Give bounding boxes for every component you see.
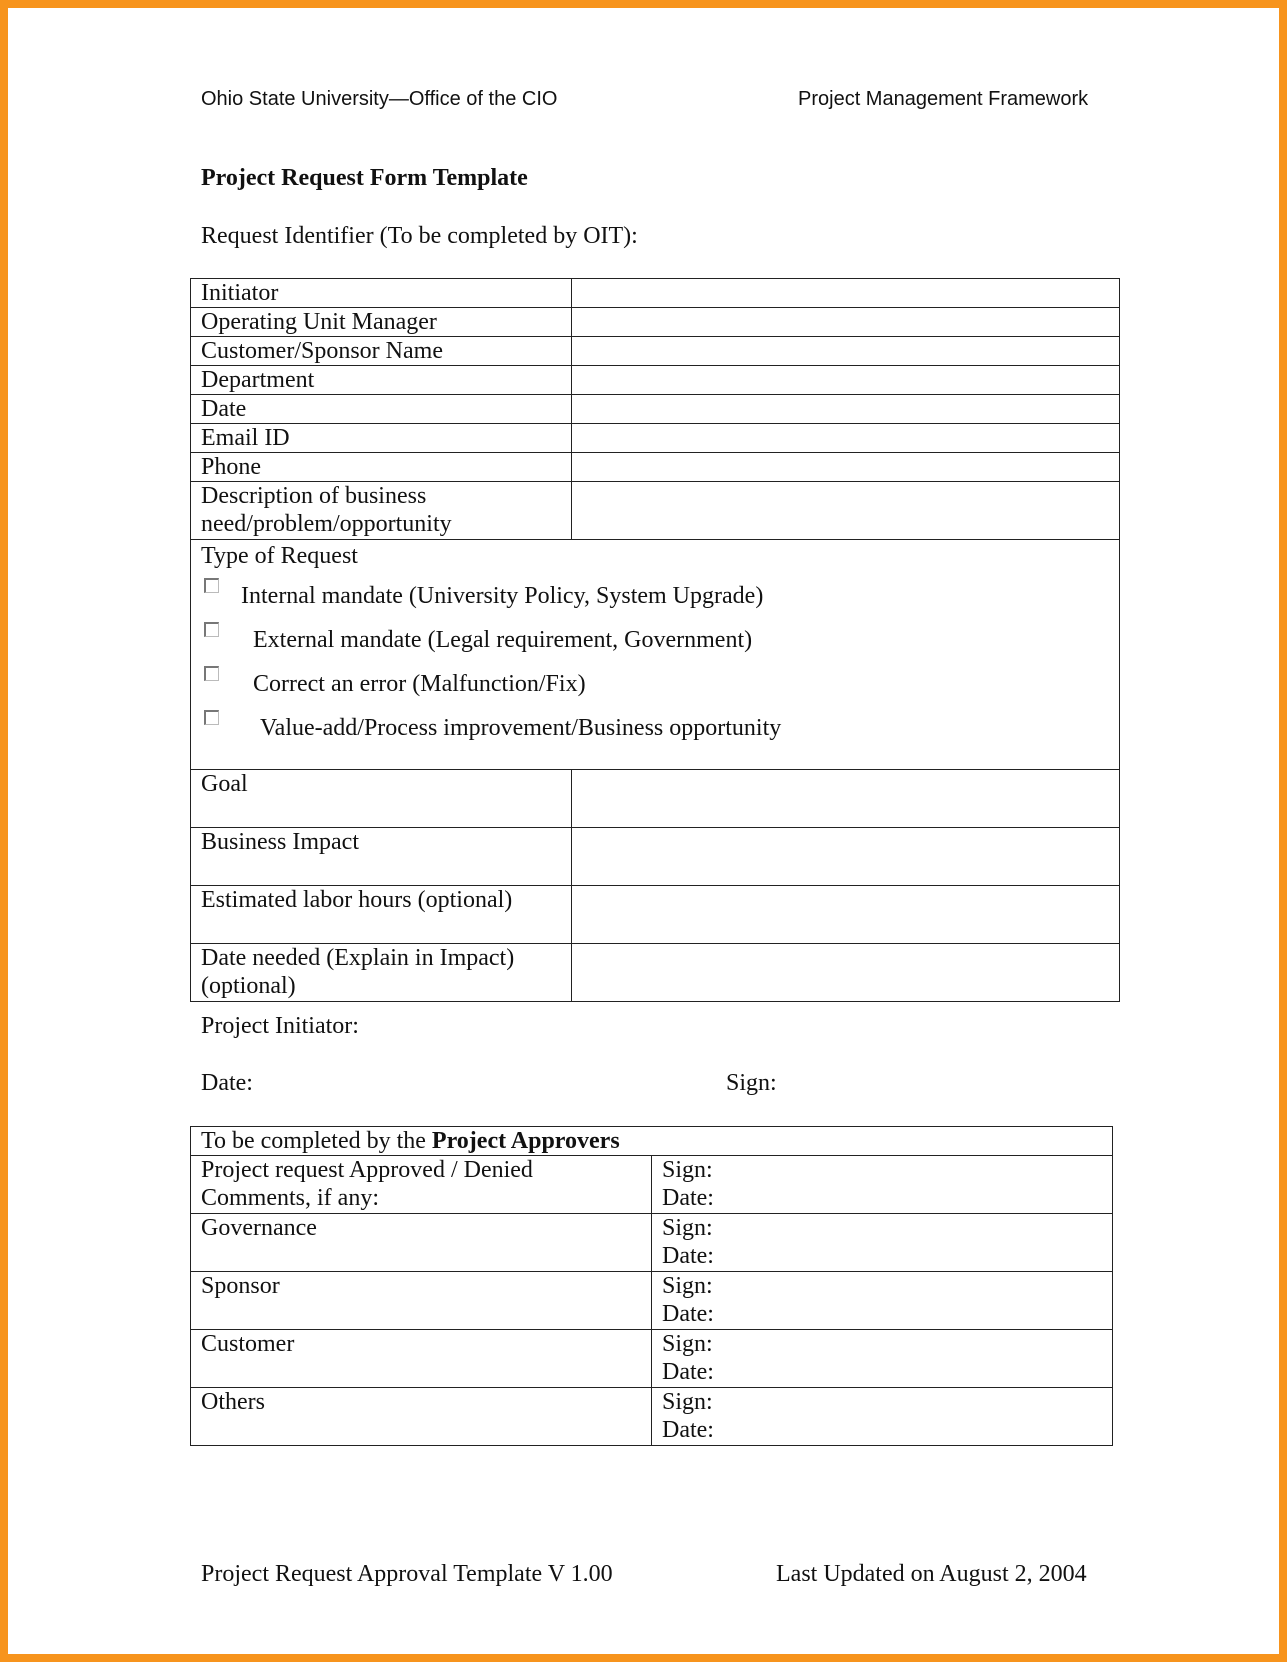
approver-row-decision xyxy=(191,1156,652,1214)
date-label: Date: xyxy=(662,1185,714,1211)
field-label-date: Date xyxy=(191,395,572,424)
checkbox-icon[interactable] xyxy=(204,666,219,681)
approver-label: Sponsor xyxy=(201,1273,280,1299)
approver-label: Governance xyxy=(201,1215,317,1241)
field-label-operating-unit-manager: Operating Unit Manager xyxy=(191,308,572,337)
footer-template-version: Project Request Approval Template V 1.00 xyxy=(201,1561,613,1587)
field-value-description[interactable] xyxy=(572,482,1120,540)
approvers-table xyxy=(190,1126,1113,1446)
field-label-date-needed xyxy=(191,944,572,1002)
approvers-header-prefix: To be completed by the xyxy=(201,1128,432,1154)
approver-row-others xyxy=(191,1388,652,1446)
header-framework: Project Management Framework xyxy=(798,88,1089,110)
sign-label: Sign: xyxy=(662,1273,713,1299)
option-label: Value-add/Process improvement/Business opportunity xyxy=(260,715,782,741)
approver-row-governance xyxy=(191,1214,652,1272)
field-value-operating-unit-manager[interactable] xyxy=(572,308,1120,337)
initiator-date-label: Date: xyxy=(201,1070,253,1096)
request-identifier-label: Request Identifier (To be completed by OIT): xyxy=(201,223,638,249)
field-value-department[interactable] xyxy=(572,366,1120,395)
approvers-header xyxy=(191,1127,1113,1156)
field-value-email[interactable] xyxy=(572,424,1120,453)
approver-label: Project request Approved / Denied xyxy=(201,1157,533,1183)
header-institution: Ohio State University—Office of the CIO xyxy=(201,88,558,110)
field-label-goal: Goal xyxy=(191,770,572,828)
date-needed-line-1: Date needed (Explain in Impact) xyxy=(201,945,515,971)
approver-sublabel: Comments, if any: xyxy=(201,1185,379,1211)
date-label: Date: xyxy=(662,1301,714,1327)
field-value-business-impact[interactable] xyxy=(572,828,1120,886)
option-internal-mandate[interactable] xyxy=(201,570,1119,614)
field-value-date[interactable] xyxy=(572,395,1120,424)
option-label: External mandate (Legal requirement, Government) xyxy=(253,627,753,653)
sign-label: Sign: xyxy=(662,1215,713,1241)
description-line-2: need/problem/opportunity xyxy=(201,511,452,537)
initiator-sign-label: Sign: xyxy=(726,1070,777,1096)
sign-label: Sign: xyxy=(662,1331,713,1357)
field-value-initiator[interactable] xyxy=(572,279,1120,308)
date-label: Date: xyxy=(662,1243,714,1269)
field-value-customer-sponsor[interactable] xyxy=(572,337,1120,366)
checkbox-icon[interactable] xyxy=(204,578,219,593)
field-label-customer-sponsor: Customer/Sponsor Name xyxy=(191,337,572,366)
option-value-add[interactable] xyxy=(201,702,1119,746)
approver-row-customer xyxy=(191,1330,652,1388)
approver-signature-cell[interactable] xyxy=(652,1156,1113,1214)
checkbox-icon[interactable] xyxy=(204,710,219,725)
field-value-phone[interactable] xyxy=(572,453,1120,482)
footer-last-updated: Last Updated on August 2, 2004 xyxy=(776,1561,1087,1587)
field-label-labor-hours: Estimated labor hours (optional) xyxy=(191,886,572,944)
type-of-request-label: Type of Request xyxy=(201,543,358,569)
sign-label: Sign: xyxy=(662,1157,713,1183)
option-external-mandate[interactable] xyxy=(201,614,1119,658)
option-label: Internal mandate (University Policy, System Upgrade) xyxy=(241,583,764,609)
approver-row-sponsor xyxy=(191,1272,652,1330)
approver-label: Others xyxy=(201,1389,265,1415)
option-label: Correct an error (Malfunction/Fix) xyxy=(253,671,586,697)
field-value-date-needed[interactable] xyxy=(572,944,1120,1002)
field-label-phone: Phone xyxy=(191,453,572,482)
approvers-header-bold: Project Approvers xyxy=(431,1128,620,1154)
field-label-initiator: Initiator xyxy=(191,279,572,308)
approver-signature-cell[interactable] xyxy=(652,1272,1113,1330)
approver-signature-cell[interactable] xyxy=(652,1330,1113,1388)
approver-label: Customer xyxy=(201,1331,295,1357)
field-label-email: Email ID xyxy=(191,424,572,453)
description-line-1: Description of business xyxy=(201,483,427,509)
date-needed-line-2: (optional) xyxy=(201,973,296,999)
sign-label: Sign: xyxy=(662,1389,713,1415)
field-value-labor-hours[interactable] xyxy=(572,886,1120,944)
field-value-goal[interactable] xyxy=(572,770,1120,828)
date-label: Date: xyxy=(662,1417,714,1443)
request-details-table xyxy=(190,278,1120,1002)
approver-signature-cell[interactable] xyxy=(652,1388,1113,1446)
field-label-description xyxy=(191,482,572,540)
approver-signature-cell[interactable] xyxy=(652,1214,1113,1272)
project-initiator-label: Project Initiator: xyxy=(201,1013,359,1039)
date-label: Date: xyxy=(662,1359,714,1385)
type-of-request-section xyxy=(191,540,1120,770)
option-correct-error[interactable] xyxy=(201,658,1119,702)
field-label-department: Department xyxy=(191,366,572,395)
checkbox-icon[interactable] xyxy=(204,622,219,637)
field-label-business-impact: Business Impact xyxy=(191,828,572,886)
page-title: Project Request Form Template xyxy=(201,165,528,191)
